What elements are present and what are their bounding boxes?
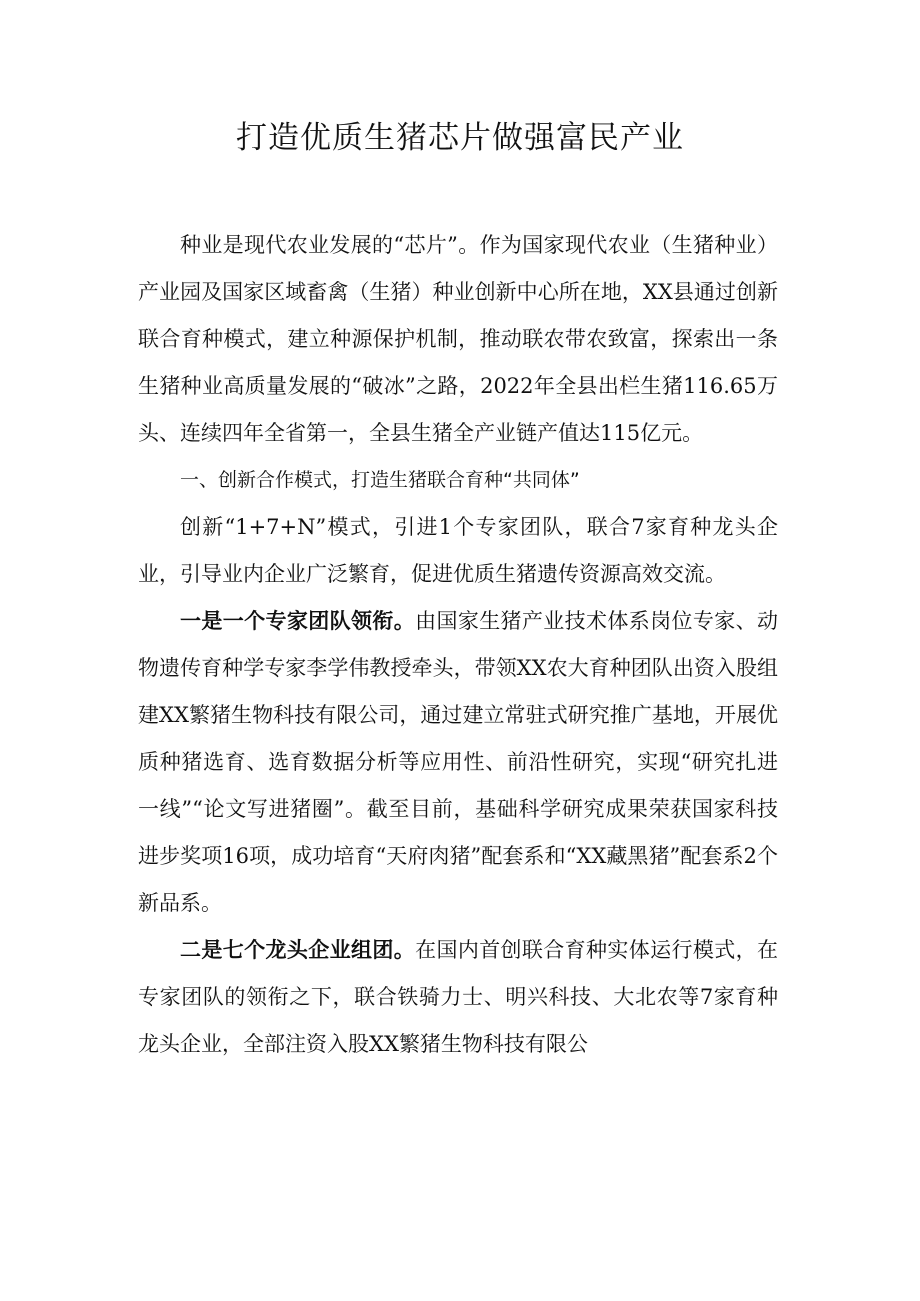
section-paragraph [138, 598, 778, 927]
paragraph-text: 种业是现代农业发展的“芯片”。作为国家现代农业（生猪种业）产业园及国家区域畜禽（生猪）种业创新中心所在地，XX县通过创新联合育种模式，建立种源保护机制，推动联农带农致富，探索出一条生猪种业高质量发展的“破冰”之路，2022年全县出栏生猪116.65万头、连续四年全省第一，全县生猪全产业链产值达115亿元。 [138, 233, 778, 445]
section-paragraph [138, 504, 778, 598]
paragraph-lead: 一是一个专家团队领衔。 [180, 609, 416, 633]
paragraph-text: 在国内首创联合育种实体运行模式，在专家团队的领衔之下，联合铁骑力士、明兴科技、大北农等7家育种龙头企业，全部注资入股XX繁猪生物科技有限公 [138, 938, 779, 1056]
paragraph-lead: 二是七个龙头企业组团。 [180, 938, 416, 962]
paragraph-text: 创新“1+7+N”模式，引进1个专家团队，联合7家育种龙头企业，引导业内企业广泛繁育，促进优质生猪遗传资源高效交流。 [138, 515, 778, 586]
paragraph-text: 由国家生猪产业技术体系岗位专家、动物遗传育种学专家李学伟教授牵头，带领XX农大育种团队出资入股组建XX繁猪生物科技有限公司，通过建立常驻式研究推广基地，开展优质种猪选育、选育数据分析等应用性、前沿性研究，实现“研究扎进一线”“论文写进猪圈”。截至目前，基础科学研究成果荣获国家科技进步奖项16项，成功培育“天府肉猪”配套系和“XX藏黑猪”配套系2个新品系。 [138, 609, 779, 915]
section-paragraph [138, 927, 778, 1068]
document-title: 打造优质生猪芯片做强富民产业 [236, 120, 684, 156]
section-heading: 一、创新合作模式，打造生猪联合育种“共同体” [180, 469, 580, 491]
document-body [138, 222, 778, 1068]
intro-paragraph [138, 222, 778, 457]
